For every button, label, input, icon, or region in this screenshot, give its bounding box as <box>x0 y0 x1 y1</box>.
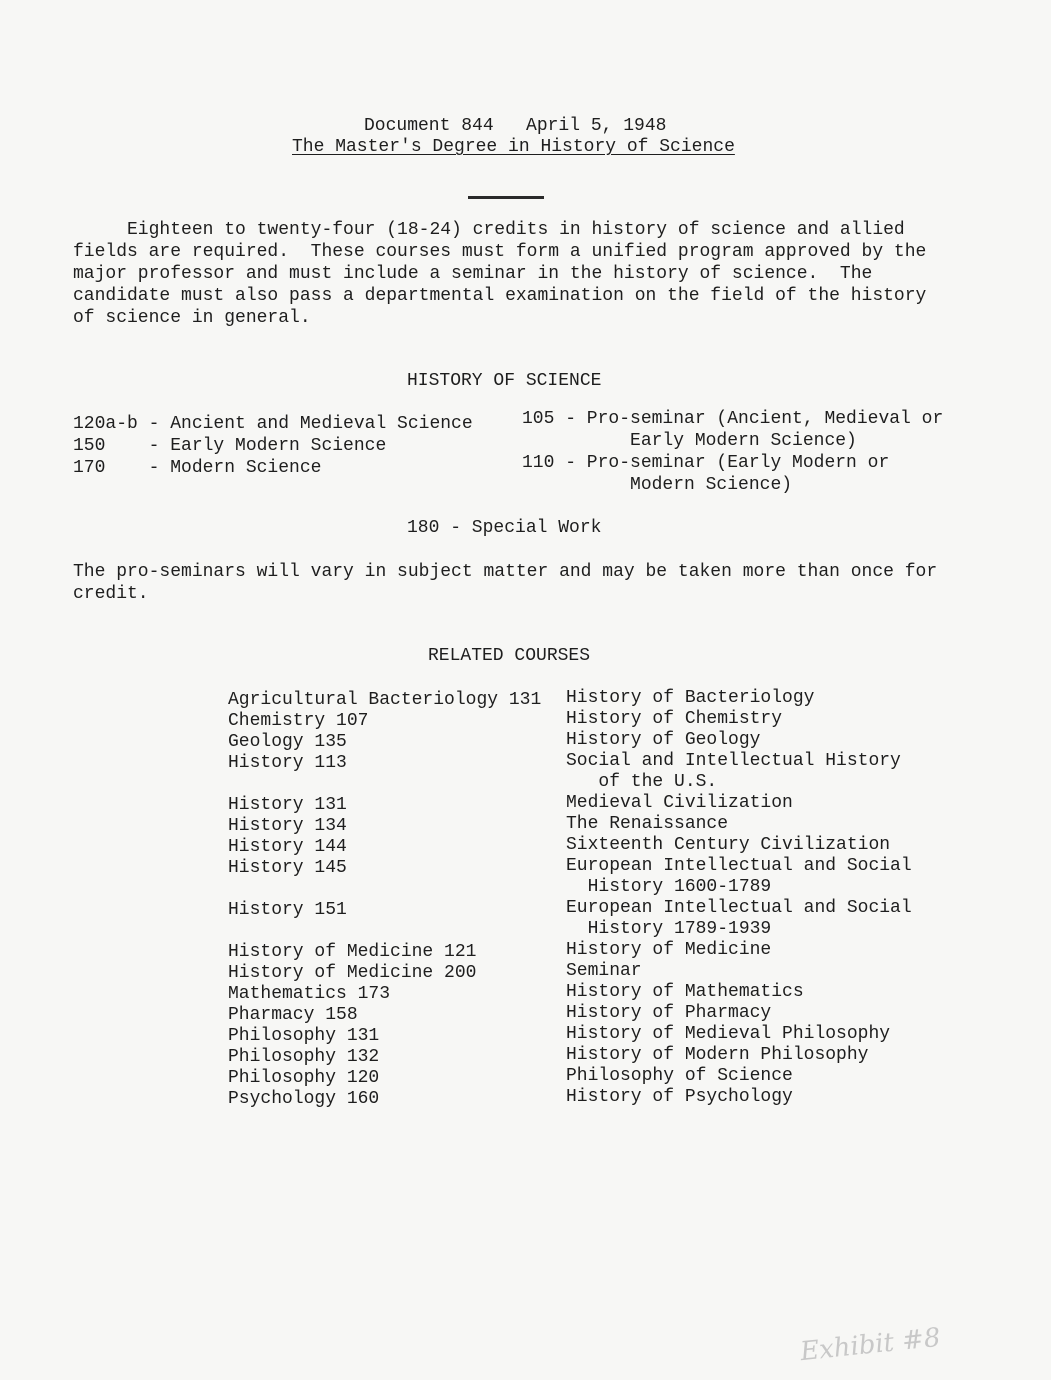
proseminar-note: credit. <box>73 584 149 604</box>
related-course-number: Psychology 160 <box>228 1089 380 1109</box>
related-course-title: History 1600-1789 <box>566 877 772 897</box>
related-course-title: History of Mathematics <box>566 982 804 1002</box>
page-title: The Master's Degree in History of Science <box>292 137 735 157</box>
related-course-title: History of Pharmacy <box>566 1003 772 1023</box>
related-course-title: History of Medieval Philosophy <box>566 1024 891 1044</box>
related-course-number: History 151 <box>228 900 347 920</box>
related-course-title: History of Chemistry <box>566 709 783 729</box>
intro-line: major professor and must include a seminar in the history of science. The <box>73 264 873 284</box>
related-course-number: Chemistry 107 <box>228 711 369 731</box>
intro-line: fields are required. These courses must form a unified program approved by the <box>73 242 927 262</box>
proseminar-course: Modern Science) <box>522 475 793 495</box>
related-courses-heading: RELATED COURSES <box>428 646 591 666</box>
handwritten-exhibit-mark: Exhibit #8 <box>798 1322 942 1368</box>
related-course-number: History of Medicine 121 <box>228 942 477 962</box>
intro-line: of science in general. <box>73 308 311 328</box>
history-of-science-heading: HISTORY OF SCIENCE <box>407 371 602 391</box>
related-course-number: Philosophy 120 <box>228 1068 380 1088</box>
related-course-number: History 134 <box>228 816 347 836</box>
proseminar-course: 105 - Pro-seminar (Ancient, Medieval or <box>522 409 944 429</box>
related-course-title: European Intellectual and Social <box>566 898 912 918</box>
special-work-course: 180 - Special Work <box>407 518 602 538</box>
core-course-left: 150 - Early Modern Science <box>73 436 387 456</box>
core-course-left: 170 - Modern Science <box>73 458 322 478</box>
related-course-title: of the U.S. <box>566 772 718 792</box>
related-course-number: History of Medicine 200 <box>228 963 477 983</box>
document-number-date: Document 844 April 5, 1948 <box>364 116 667 136</box>
related-course-number: Geology 135 <box>228 732 347 752</box>
related-course-number: Mathematics 173 <box>228 984 391 1004</box>
related-course-title: History of Psychology <box>566 1087 793 1107</box>
related-course-number: History 144 <box>228 837 347 857</box>
related-course-title: Philosophy of Science <box>566 1066 793 1086</box>
proseminar-course: 110 - Pro-seminar (Early Modern or <box>522 453 890 473</box>
related-course-number: Agricultural Bacteriology 131 <box>228 690 542 710</box>
related-course-title: Medieval Civilization <box>566 793 793 813</box>
related-course-number: Pharmacy 158 <box>228 1005 358 1025</box>
proseminar-note: The pro-seminars will vary in subject matter and may be taken more than once for <box>73 562 938 582</box>
related-course-title: History of Modern Philosophy <box>566 1045 869 1065</box>
proseminar-course: Early Modern Science) <box>522 431 857 451</box>
related-course-number: Philosophy 131 <box>228 1026 380 1046</box>
divider-rule <box>468 196 544 199</box>
related-course-title: The Renaissance <box>566 814 729 834</box>
related-course-title: Social and Intellectual History <box>566 751 901 771</box>
intro-paragraph <box>73 219 953 329</box>
related-course-number: Philosophy 132 <box>228 1047 380 1067</box>
related-course-number: History 113 <box>228 753 347 773</box>
related-course-title: History of Bacteriology <box>566 688 815 708</box>
related-course-number: History 131 <box>228 795 347 815</box>
related-course-title: History of Medicine <box>566 940 772 960</box>
intro-line: Eighteen to twenty-four (18-24) credits in history of science and allied <box>73 220 905 240</box>
related-course-number: History 145 <box>228 858 347 878</box>
related-course-title: History of Geology <box>566 730 761 750</box>
intro-line: candidate must also pass a departmental examination on the field of the history <box>73 286 927 306</box>
related-course-title: History 1789-1939 <box>566 919 772 939</box>
related-course-title: Sixteenth Century Civilization <box>566 835 891 855</box>
related-course-title: European Intellectual and Social <box>566 856 912 876</box>
related-course-title: Seminar <box>566 961 642 981</box>
core-course-left: 120a-b - Ancient and Medieval Science <box>73 414 473 434</box>
